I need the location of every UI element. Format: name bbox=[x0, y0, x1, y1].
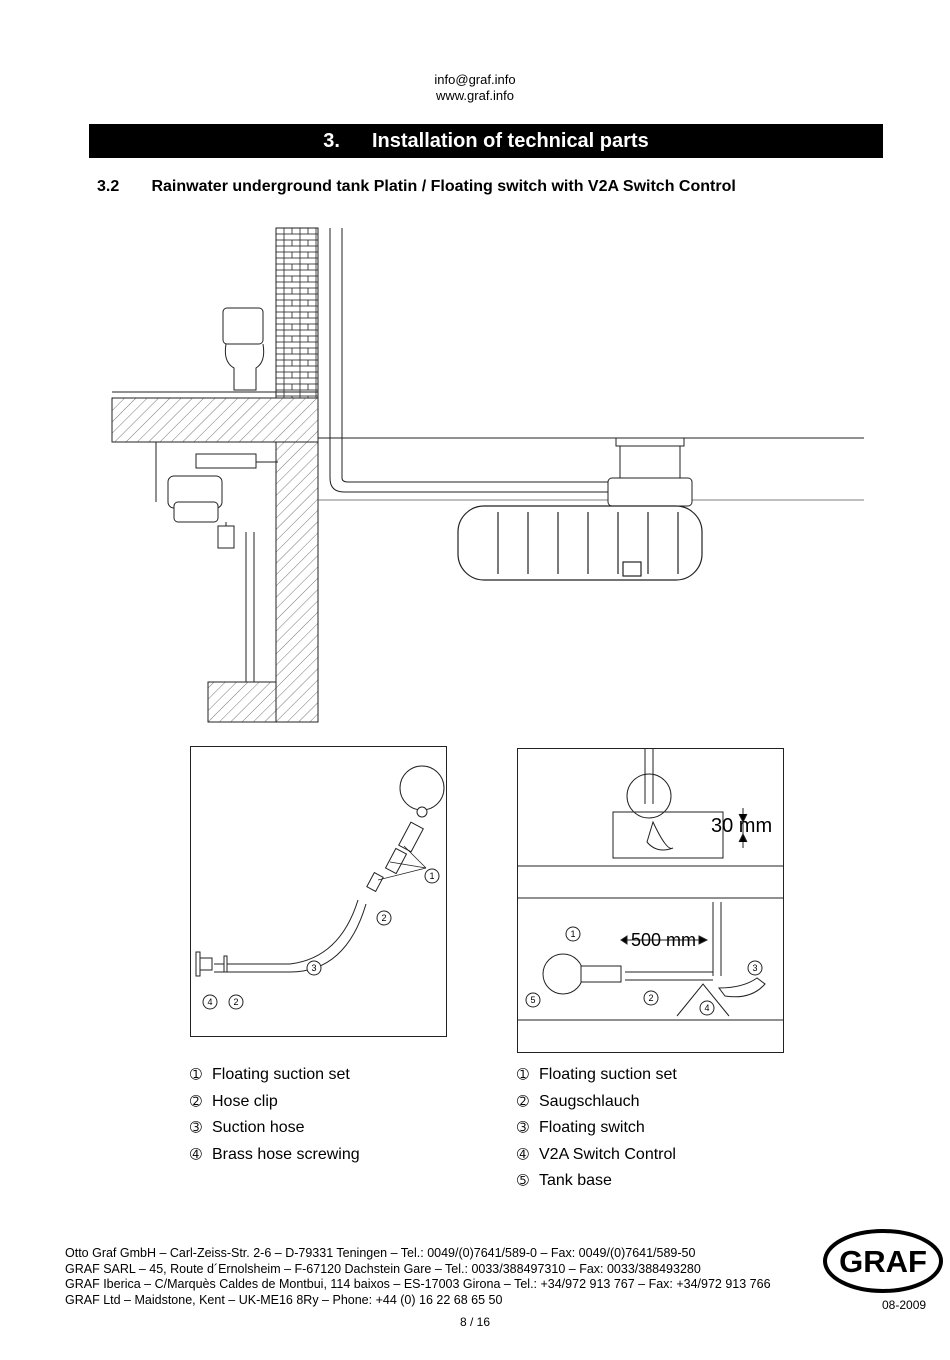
legend-left bbox=[190, 1062, 360, 1168]
header-email: info@graf.info bbox=[434, 72, 516, 87]
footer-addresses bbox=[65, 1246, 771, 1308]
legend-left-item bbox=[190, 1089, 360, 1116]
number-circle-icon: ➁ bbox=[190, 1093, 202, 1110]
number-circle-icon: ➃ bbox=[190, 1146, 202, 1163]
float-ball-icon-right bbox=[543, 954, 583, 994]
legend-right-label: Tank base bbox=[539, 1172, 612, 1189]
legend-left-item bbox=[190, 1062, 360, 1089]
toilet-icon bbox=[223, 308, 264, 390]
document-date: 08-2009 bbox=[882, 1298, 927, 1312]
callout-3-left: 3 bbox=[311, 963, 317, 973]
number-circle-icon: ➁ bbox=[517, 1093, 529, 1110]
dimension-500mm-label: 500 mm bbox=[631, 930, 697, 950]
callout-3-right: 3 bbox=[752, 963, 758, 973]
detail-drawing-floating-switch bbox=[517, 748, 785, 1054]
legend-right-label: Floating switch bbox=[539, 1119, 645, 1136]
callout-2b-left: 2 bbox=[233, 997, 239, 1007]
legend-left-label: Suction hose bbox=[212, 1119, 305, 1136]
tank-shaft bbox=[608, 438, 692, 506]
brick-wall bbox=[276, 228, 318, 398]
number-circle-icon: ➂ bbox=[517, 1120, 529, 1136]
downpipe bbox=[330, 228, 608, 492]
header-website: www.graf.info bbox=[435, 88, 515, 103]
subsection-title: Rainwater underground tank Platin / Floating switch with V2A Switch Control bbox=[151, 178, 736, 195]
float-ball-icon bbox=[400, 766, 444, 810]
legend-left-label: Hose clip bbox=[212, 1092, 278, 1110]
floor-slab bbox=[112, 398, 318, 442]
callout-2-right: 2 bbox=[648, 993, 654, 1003]
number-circle-icon: ➄ bbox=[517, 1173, 529, 1189]
pump-unit-icon bbox=[168, 454, 278, 682]
legend-right bbox=[517, 1062, 677, 1195]
detail-drawing-floating-suction-set bbox=[190, 746, 448, 1038]
suction-filter-icon-right bbox=[581, 966, 621, 982]
subsection-heading bbox=[97, 178, 736, 196]
callout-4-left: 4 bbox=[207, 997, 213, 1007]
footer-line: GRAF SARL – 45, Route d´Ernolsheim – F-67120 Dachstein Gare – Tel.: 0033/388497310 – Fax: 0033/388493280 bbox=[65, 1261, 701, 1276]
footer-line: GRAF Iberica – C/Marquès Caldes de Montbui, 114 baixos – ES-17003 Girona – Tel.: +34/972 913 767 – Fax: +34/972 913 766 bbox=[65, 1277, 771, 1291]
basement-wall bbox=[276, 442, 318, 722]
number-circle-icon: ➂ bbox=[190, 1120, 202, 1136]
legend-right-item bbox=[517, 1115, 677, 1142]
section-heading-bar bbox=[89, 124, 883, 158]
legend-left-label: Floating suction set bbox=[212, 1066, 350, 1083]
section-number: 3. bbox=[323, 129, 340, 152]
callout-1-left: 1 bbox=[429, 871, 435, 881]
callout-1-right: 1 bbox=[570, 929, 576, 939]
svg-text:GRAF: GRAF bbox=[839, 1244, 927, 1279]
graf-logo bbox=[822, 1228, 944, 1294]
page-number: 8 / 16 bbox=[459, 1315, 491, 1329]
callout-2-left: 2 bbox=[381, 913, 387, 923]
callout-5-right: 5 bbox=[530, 995, 536, 1005]
section-title: Installation of technical parts bbox=[371, 129, 649, 152]
number-circle-icon: ➀ bbox=[190, 1067, 202, 1083]
page-header bbox=[0, 72, 950, 104]
subsection-number: 3.2 bbox=[97, 178, 120, 195]
legend-right-label: V2A Switch Control bbox=[539, 1145, 676, 1163]
legend-right-label: Saugschlauch bbox=[539, 1092, 640, 1110]
number-circle-icon: ➃ bbox=[517, 1146, 529, 1163]
legend-right-item bbox=[517, 1062, 677, 1089]
number-circle-icon: ➀ bbox=[517, 1067, 529, 1083]
callout-4-right: 4 bbox=[704, 1003, 710, 1013]
basement-floor bbox=[208, 682, 276, 722]
dimension-30mm-label: 30 mm bbox=[711, 815, 773, 837]
installation-overview-drawing bbox=[108, 222, 868, 732]
legend-left-label: Brass hose screwing bbox=[212, 1145, 360, 1163]
legend-right-label: Floating suction set bbox=[539, 1066, 677, 1083]
rainwater-tank bbox=[458, 506, 702, 580]
legend-right-item bbox=[517, 1089, 677, 1116]
legend-right-item bbox=[517, 1168, 677, 1195]
legend-left-item bbox=[190, 1142, 360, 1169]
footer-line: Otto Graf GmbH – Carl-Zeiss-Str. 2-6 – D-79331 Teningen – Tel.: 0049/(0)7641/589-0 – Fax: 0049/(0)7641/589-50 bbox=[65, 1246, 696, 1260]
legend-right-item bbox=[517, 1142, 677, 1169]
footer-line: GRAF Ltd – Maidstone, Kent – UK-ME16 8Ry – Phone: +44 (0) 16 22 68 65 50 bbox=[65, 1292, 503, 1307]
legend-left-item bbox=[190, 1115, 360, 1142]
